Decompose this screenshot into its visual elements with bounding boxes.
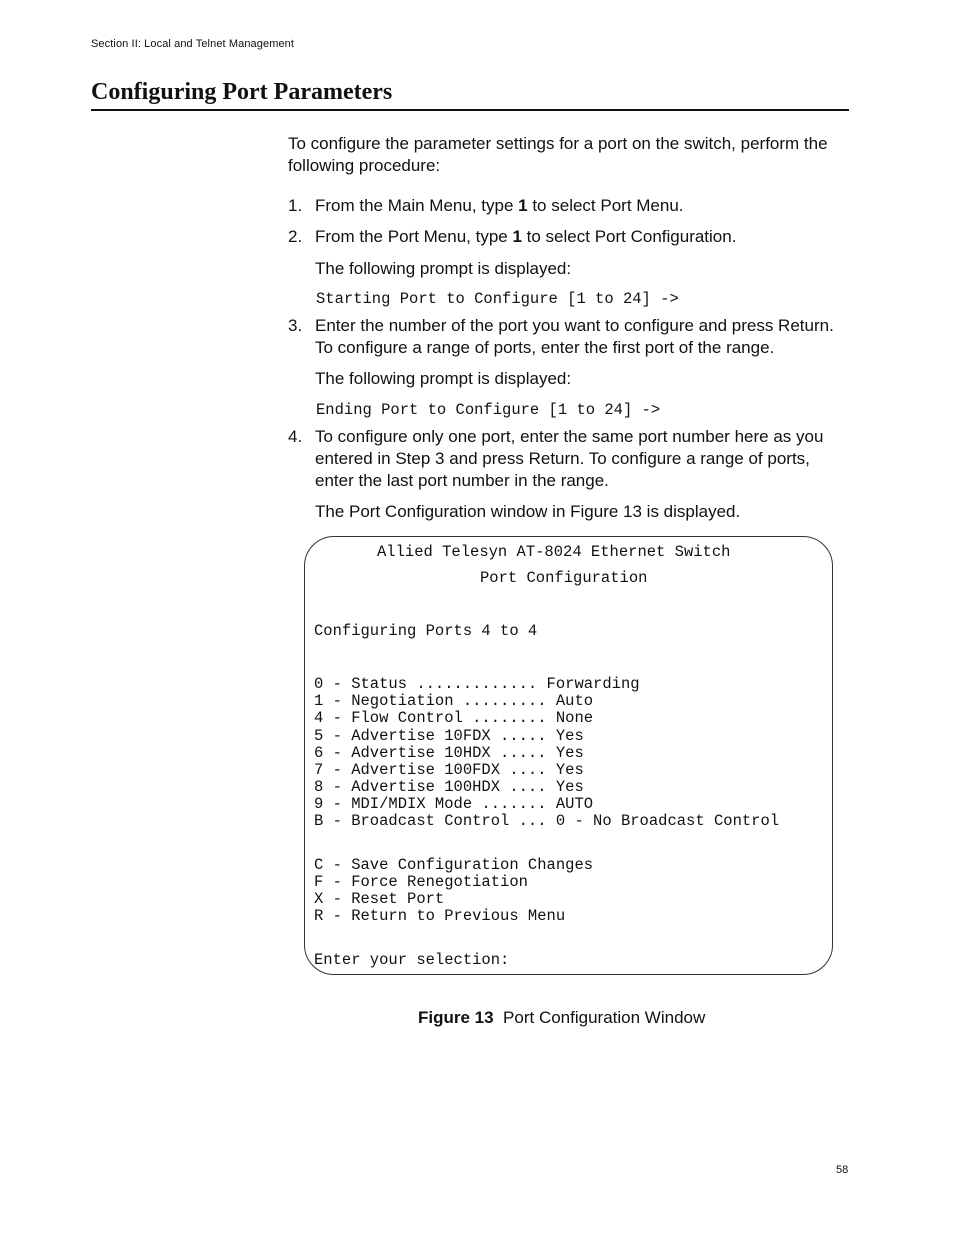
figure-caption <box>418 1008 705 1028</box>
menu-option-mdi-mdix: 9 - MDI/MDIX Mode ....... AUTO <box>314 795 594 813</box>
menu-option-advertise-100fdx: 7 - Advertise 100FDX .... Yes <box>314 761 584 779</box>
prompt-note: The following prompt is displayed: <box>315 259 572 278</box>
menu-action-save: C - Save Configuration Changes <box>314 856 594 874</box>
menu-option-negotiation: 1 - Negotiation ......... Auto <box>314 692 594 710</box>
menu-option-advertise-10hdx: 6 - Advertise 10HDX ..... Yes <box>314 744 584 762</box>
menu-option-advertise-10fdx: 5 - Advertise 10FDX ..... Yes <box>314 727 584 745</box>
prompt-note: The following prompt is displayed: <box>315 369 572 388</box>
running-header: Section II: Local and Telnet Management <box>91 38 295 50</box>
step-text: Enter the number of the port you want to configure and press Return. To configure a range of ports, enter the first port of the range. <box>315 316 834 357</box>
menu-option-status: 0 - Status ............. Forwarding <box>314 675 640 693</box>
prompt-code: Starting Port to Configure [1 to 24] -> <box>316 290 679 308</box>
step-text: To configure only one port, enter the same port number here as you entered in Step 3 and press Return. To configure a range of ports, enter the last port number in the range. <box>315 427 824 490</box>
figure-label: Figure 13 <box>418 1008 494 1027</box>
menu-option-advertise-100hdx: 8 - Advertise 100HDX .... Yes <box>314 778 584 796</box>
step-number: 2. <box>288 227 303 246</box>
screen-title: Allied Telesyn AT-8024 Ethernet Switch <box>377 543 731 561</box>
step-number: 4. <box>288 427 303 446</box>
selection-prompt: Enter your selection: <box>314 951 510 969</box>
page-number: 58 <box>836 1164 849 1176</box>
figure-title: Port Configuration Window <box>503 1008 706 1027</box>
menu-action-return: R - Return to Previous Menu <box>314 907 566 925</box>
menu-action-reset: X - Reset Port <box>314 890 445 908</box>
step-number: 1. <box>288 196 303 215</box>
step-text: From the Main Menu, type 1 to select Port Menu. <box>315 196 684 215</box>
window-note: The Port Configuration window in Figure 13 is displayed. <box>315 502 741 521</box>
screen-subtitle: Port Configuration <box>480 569 648 587</box>
intro-paragraph: To configure the parameter settings for a port on the switch, perform the following procedure: <box>288 134 828 175</box>
prompt-code: Ending Port to Configure [1 to 24] -> <box>316 401 661 419</box>
menu-option-flow-control: 4 - Flow Control ........ None <box>314 709 594 727</box>
step-text: From the Port Menu, type 1 to select Port Configuration. <box>315 227 737 246</box>
screen-configuring: Configuring Ports 4 to 4 <box>314 622 538 640</box>
menu-action-renegotiate: F - Force Renegotiation <box>314 873 528 891</box>
menu-option-broadcast-control: B - Broadcast Control ... 0 - No Broadcast Control <box>314 812 780 830</box>
page-title: Configuring Port Parameters <box>91 77 849 111</box>
step-number: 3. <box>288 316 303 335</box>
